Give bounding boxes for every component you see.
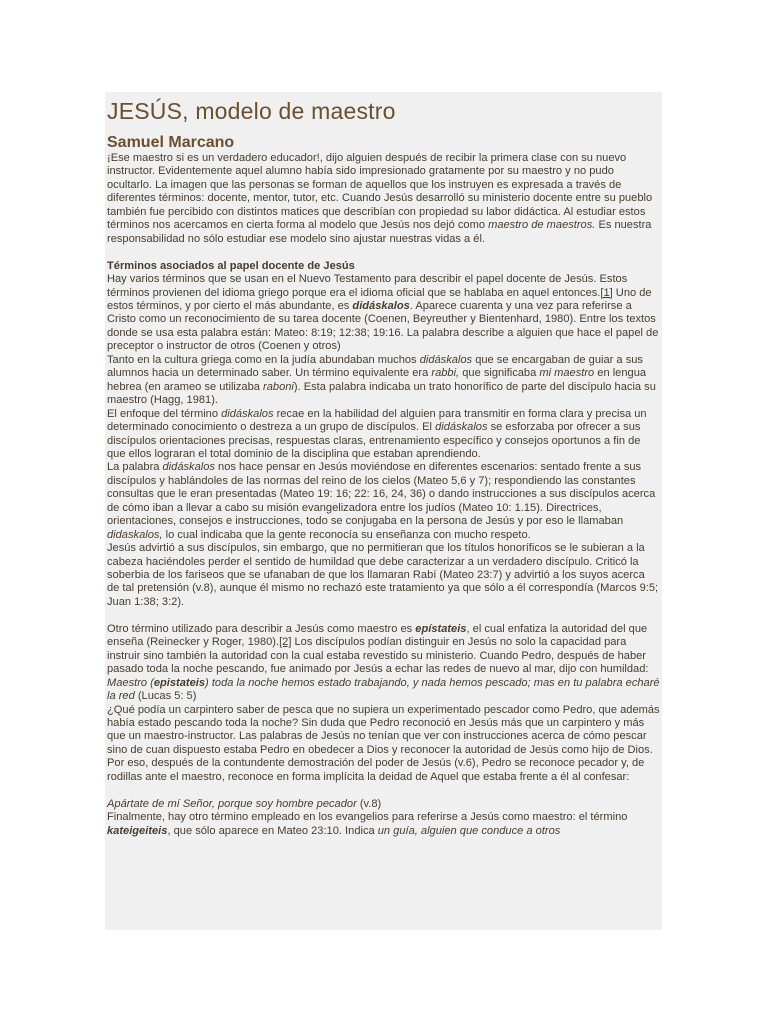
text-run: maestro de maestros.: [488, 219, 596, 232]
text-run: ) toda la noche hemos estado trabajando, y nada hemos pescado; mas en tu palabra echaré la red: [107, 676, 660, 703]
text-run: . Aparece cuarenta y una vez para referirse a Cristo como un reconocimiento de su tarea docente (Coenen, Beyreuther y Bientenhard, 1980). Entre los textos donde se usa esta palabra están: Mateo: 8:19; 12:38; 19:16. La palabra describe a alguien que hace el papel de preceptor o instructor de otros (Coenen y otros): [107, 299, 659, 353]
footnote-link[interactable]: [2]: [279, 636, 292, 649]
paragraph-kateigeiteis: [107, 811, 660, 838]
text-run: kateigeiteis: [107, 824, 168, 837]
text-run: que significaba: [459, 367, 540, 380]
text-run: Apártate de mí Señor, porque soy hombre pecador: [107, 797, 357, 810]
text-run: El enfoque del término: [107, 407, 222, 420]
text-run: epistateis: [153, 676, 206, 689]
text-run: rabbi,: [431, 367, 460, 380]
spacer: [107, 246, 660, 259]
paragraph-scenarios: [107, 461, 660, 542]
text-run: Maestro (: [107, 676, 154, 689]
text-run: didaskalos,: [107, 528, 163, 541]
paragraph-humility: [107, 542, 660, 609]
text-run: que se encargaban de guiar a sus alumnos hacia un determinado saber. Un término equivalente era: [107, 353, 643, 380]
text-run: Hay varios términos que se usan en el Nuevo Testamento para describir el papel docente de Jesús. Estos términos provienen del idioma griego porque era el idioma oficial que se hablaba en aquel entonces.: [107, 273, 628, 299]
text-run: ). Esta palabra indicaba un trato honorífico de parte del discípulo hacia su maestro (Hagg, 1981).: [107, 380, 656, 407]
text-run: un guía, alguien que conduce a otros: [377, 824, 561, 837]
paragraph-carpenter: [107, 704, 660, 785]
text-run: en lengua hebrea (en arameo se utilizaba: [107, 367, 647, 393]
paragraph-intro: [107, 152, 660, 246]
text-run: epístateis: [415, 622, 467, 635]
text-run: ¡Ese maestro si es un verdadero educador!, dijo alguien después de recibir la primera clase con su nuevo instructor. Evidentemente aquel alumno había sido impresionado gratamente por su maestro y no pudo ocultarlo. La imagen que las personas se forman de aquellos que los instruyen es expresada a través de diferentes términos: docente, mentor, tutor, etc. Cuando Jesús desarrolló su ministerio docente entre su pueblo también fue percibido con distintos matices que describían con propiedad su labor didáctica. Al estudiar estos términos nos acercamos en cierta forma al modelo que Jesús nos dejó como: [107, 152, 653, 232]
paragraph-epistateis: [107, 623, 660, 677]
page-title: JESÚS, modelo de maestro: [107, 98, 396, 124]
text-run: , que sólo aparece en Mateo 23:10. Indica: [167, 824, 378, 837]
quote-luke: [107, 677, 660, 704]
text-run: didáskalos: [221, 407, 274, 420]
spacer: [107, 784, 660, 797]
text-run: didáskalos: [162, 461, 215, 474]
text-run: didáskalos: [352, 299, 410, 312]
text-run: didáskalos: [419, 353, 473, 366]
text-run: (Lucas 5: 5): [134, 690, 197, 703]
text-run: se esforzaba por ofrecer a sus discípulos orientaciones precisas, respuestas claras, entrenamiento específico y consejos oportunos a fin de que ellos lograran el total dominio de la disciplina que estaban aprendiendo.: [107, 421, 641, 460]
text-run: Finalmente, hay otro término empleado en los evangelios para referirse a Jesús como maestro: el término: [107, 811, 628, 824]
text-run: raboni: [263, 380, 294, 393]
paragraph-rabbi: [107, 354, 660, 408]
text-run: Uno de estos términos, y por cierto el más abundante, es: [107, 286, 652, 312]
document-body: [105, 97, 662, 838]
text-run: recae en la habilidad del alguien para transmitir en forma clara y precisa un determinado conocimiento o destreza a un grupo de discípulos. El: [107, 407, 647, 434]
text-run: lo cual indicaba que la gente reconocía su enseñanza con mucho respeto.: [162, 528, 531, 541]
text-run: ¿Qué podía un carpintero saber de pesca que no supiera un experimentado pescador como Pedro, que además había estado pescando toda la noche? Sin duda que Pedro reconoció en Jesús más que un carpintero y más que un maestro-instructor. Las palabras de Jesús no tenían que ver con instrucciones acerca de cómo pescar sino de cuan dispuesto estaba Pedro en obedecer a Dios y reconocer la autoridad de Jesús como hijo de Dios. Por eso, después de la contundente demostración del poder de Jesús (v.6), Pedro se reconoce pecador y, de rodillas ante el maestro, reconoce en forma implícita la deidad de Aquel que estaba frente a él al confesar:: [107, 703, 660, 783]
text-run: (v.8): [356, 797, 382, 810]
paragraph-terms: [107, 273, 660, 354]
section-heading: Términos asociados al papel docente de Jesús: [107, 259, 355, 272]
text-run: La palabra: [107, 461, 163, 474]
text-run: Tanto en la cultura griega como en la judía abundaban muchos: [107, 353, 420, 366]
spacer: [107, 609, 660, 622]
text-run: Es nuestra responsabilidad no sólo estudiar ese modelo sino ajustar nuestras vidas a él.: [107, 219, 652, 245]
document-page: [105, 92, 662, 930]
quote-peter: [107, 798, 660, 811]
footnote-link[interactable]: [1]: [600, 286, 613, 299]
text-run: nos hace pensar en Jesús moviéndose en diferentes escenarios: sentado frente a sus discípulos y hablándoles de las normas del reino de los cielos (Mateo 5,6 y 7); respondiendo las constantes consultas que le eran presentadas (Mateo 19: 16; 22: 16, 24, 36) o dando instrucciones a sus discípulos acerca de cómo iban a llevar a cabo su misión evangelizadora entre los judíos (Mateo 10: 1.15). Directrices, orientaciones, consejos e instrucciones, todo se conjugaba en la persona de Jesús y por eso le llamaban: [107, 461, 656, 528]
text-run: Jesús advirtió a sus discípulos, sin embargo, que no permitieran que los títulos honoríficos se le subieran a la cabeza haciéndoles perder el sentido de humildad que debe caracterizar a un verdadero discípulo. Criticó la soberbia de los fariseos que se ufanaban de que los llamaran Rabí (Mateo 23:7) y advirtió a los suyos acerca de tal pretensión (v.8), aunque él mismo no rechazó este tratamiento ya que sólo a él correspondía (Marcos 9:5; Juan 1:38; 3:2).: [107, 542, 659, 608]
text-run: Los discípulos podían distinguir en Jesús no solo la capacidad para instruir sino también la autoridad con la cual estaba revestido su ministerio. Cuando Pedro, después de haber pasado toda la noche pescando, fue animado por Jesús a echar las redes de nuevo al mar, dijo con humildad:: [107, 636, 649, 676]
text-run: didáskalos: [435, 421, 488, 434]
text-run: Otro término utilizado para describir a Jesús como maestro es: [107, 622, 416, 635]
author-name: Samuel Marcano: [107, 134, 235, 151]
text-run: , el cual enfatiza la autoridad del que enseña (Reinecker y Roger, 1980).: [107, 622, 648, 649]
paragraph-focus: [107, 408, 660, 462]
text-run: mi maestro: [539, 367, 595, 380]
